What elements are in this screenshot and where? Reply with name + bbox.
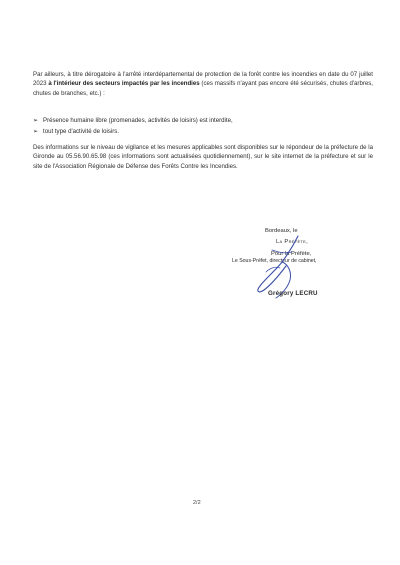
paragraph-derogation-text-start: Par ailleurs, à titre dérogatoire à l'arrêté interdépartemental de protection de la forêt contre les incendies en date du 07 juillet 2023 xyxy=(33,71,373,88)
arrow-bullet-icon: ➢ xyxy=(33,118,39,124)
signatory-name: Grégory LECRU xyxy=(268,290,318,297)
signature-pour: Pour la Préfète, xyxy=(271,251,312,257)
page-number: 2/2 xyxy=(193,500,201,506)
signature-authority: La Préfète, xyxy=(276,239,309,245)
paragraph-derogation-bold: à l'intérieur des secteurs impactés par les incendies xyxy=(48,80,200,88)
paragraph-information: Des informations sur le niveau de vigilance et les mesures applicables sont disponibles sur le répondeur de la préfecture de la Gironde au 05.56.90.65.98 (ces informations sont actualisées quotidiennement), sur le site internet de la préfecture et sur le site de l'Association Régionale de Défense des Forêts Contre les Incendies. xyxy=(33,144,373,170)
signature-sous-prefet: Le Sous-Préfet, directeur de cabinet, xyxy=(232,258,317,264)
list-item xyxy=(33,127,373,138)
arrow-bullet-icon: ➢ xyxy=(33,128,39,135)
paragraph-derogation xyxy=(33,70,373,98)
list-item xyxy=(33,116,373,127)
list-item-text: tout type d'activité de loisirs. xyxy=(43,127,120,135)
signature-date-line: Bordeaux, le xyxy=(265,228,298,234)
restriction-list xyxy=(33,116,373,137)
paragraph-derogation-text-end: (ces massifs n'ayant pas encore été sécurisés, chutes d'arbres, chutes de branches, etc.) : xyxy=(33,80,373,97)
list-item-text: Présence humaine libre (promenades, activités de loisirs) est interdite, xyxy=(43,117,233,124)
